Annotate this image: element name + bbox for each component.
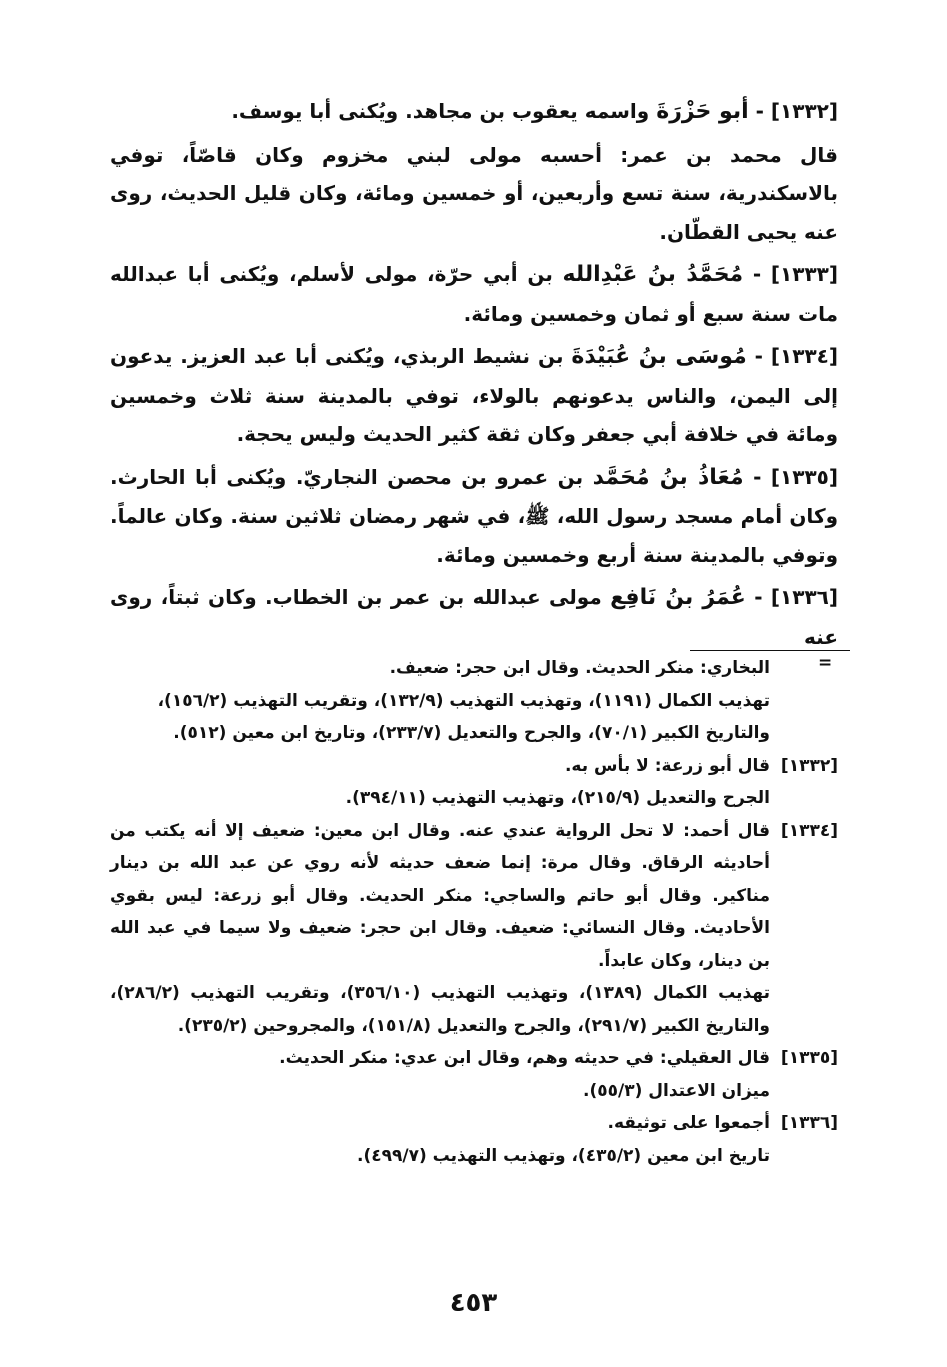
footnote-line: أجمعوا على توثيقه. xyxy=(607,1113,770,1133)
entry-number: [١٣٣٣] xyxy=(770,262,838,286)
entry-1333: [١٣٣٣] - مُحَمَّدُ بنُ عَبْدِالله بن أبي حرّة، مولى لأسلم، ويُكنى أبا عبدالله مات سنة سبع أو ثمان وخمسين ومائة. xyxy=(110,262,838,326)
footnotes xyxy=(110,652,838,1172)
footnote-divider xyxy=(690,650,850,651)
footnote-1332 xyxy=(110,750,838,815)
footnote-line: قال العقيلي: في حديثه وهم، وقال ابن عدي: منكر الحديث. xyxy=(279,1048,770,1068)
footnote-number: [١٣٣٦] xyxy=(780,1113,838,1133)
footnote-number: [١٣٣٢] xyxy=(780,755,838,776)
entry-text: بن نشيط الربذي، ويُكنى أبا عبد العزيز. يدعون إلى اليمن، والناس يدعونهم بالولاء، توفي بالمدينة سنة ثلاث وخمسين ومائة في خلافة أبي جعفر وكان ثقة كثير الحديث وليس يحجة. xyxy=(110,344,838,446)
footnote-1336 xyxy=(110,1107,838,1172)
footnote-body xyxy=(110,1042,770,1107)
entry-name: مُحَمَّدُ بنُ عَبْدِالله xyxy=(562,262,744,287)
footnote-body xyxy=(110,750,770,815)
entry-number: [١٣٣٢] xyxy=(770,99,838,123)
entry-number: [١٣٣٥] xyxy=(770,464,838,489)
footnote-1335 xyxy=(110,1042,838,1107)
entry-name: مُوسَى بنُ عُبَيْدَةَ xyxy=(571,344,747,369)
footnote-body xyxy=(110,815,770,1043)
page-number: ٤٥٣ xyxy=(449,1288,498,1318)
main-text xyxy=(110,92,838,660)
entry-name: مُعَاذُ بنُ مُحَمَّد xyxy=(592,464,744,490)
entry-name: أبو حَزْرَةَ xyxy=(656,99,749,124)
footnote-line: تهذيب الكمال (١٣٨٩)، وتهذيب التهذيب (٣٥٦/١٠)، وتقريب التهذيب (٢٨٦/٢)، والتاريخ الكبير (٢٩١/٧)، والجرح والتعديل (١٥١/٨)، والمجروحين (٢٣٥/٢). xyxy=(110,983,770,1036)
footnote-line: قال أبو زرعة: لا بأس به. xyxy=(564,755,770,776)
entry-text: مولى عبدالله بن عمر بن الخطاب. وكان ثبتاً، روى عنه xyxy=(110,585,838,649)
footnote-1334 xyxy=(110,815,838,1043)
footnote-number: [١٣٣٥] xyxy=(780,1048,838,1068)
entry-text: واسمه يعقوب بن مجاهد. ويُكنى أبا يوسف. xyxy=(231,99,650,123)
entry-1336: [١٣٣٦] - عُمَرُ بنُ نَافِع مولى عبدالله بن عمر بن الخطاب. وكان ثبتاً، روى عنه xyxy=(110,585,839,649)
footnote-continuation xyxy=(110,652,838,750)
entry-number: [١٣٣٦] xyxy=(770,585,839,609)
entry-name: عُمَرُ بنُ نَافِع xyxy=(610,585,746,610)
footnote-line: قال أحمد: لا تحل الرواية عندي عنه. وقال ابن معين: ضعيف إلا أنه يكتب من أحاديثه الرقاق. وقال مرة: إنما ضعف حديثه لأنه روي عن عبد الله بن دينار مناكير. وقال أبو حاتم والساجي: منكر الحديث. وقال أبو زرعة: ليس بقوي الأحاديث. وقال النسائي: ضعيف. وقال ابن حجر: ضعيف ولا سيما في عبد الله بن دينار، وكان عابداً. xyxy=(110,820,770,971)
footnote-body xyxy=(110,1107,770,1172)
continuation-mark: = xyxy=(818,653,833,673)
entry-1335: [١٣٣٥] - مُعَاذُ بنُ مُحَمَّد بن عمرو بن محصن النجاريّ. ويُكنى أبا الحارث. وكان أمام مسجد رسول الله، ﷺ، في شهر رمضان ثلاثين سنة. وكان عالماً. وتوفي بالمدينة سنة أربع وخمسين ومائة. xyxy=(110,464,838,567)
footnote-line: تهذيب الكمال (١١٩١)، وتهذيب التهذيب (١٣٢/٩)، وتقريب التهذيب (١٥٦/٢)، والتاريخ الكبير (٧٠/١)، والجرح والتعديل (٢٣٣/٧)، وتاريخ ابن معين (٥١٢). xyxy=(157,690,770,743)
footnote-line: البخاري: منكر الحديث. وقال ابن حجر: ضعيف. xyxy=(389,658,770,678)
entry-1334: [١٣٣٤] - مُوسَى بنُ عُبَيْدَةَ بن نشيط الربذي، ويُكنى أبا عبد العزيز. يدعون إلى اليمن، والناس يدعونهم بالولاء، توفي بالمدينة سنة ثلاث وخمسين ومائة في خلافة أبي جعفر وكان ثقة كثير الحديث وليس يحجة. xyxy=(110,344,838,446)
footnote-line: الجرح والتعديل (٢١٥/٩)، وتهذيب التهذيب (٣٩٤/١١). xyxy=(345,788,770,808)
entry-1332: [١٣٣٢] - أبو حَزْرَةَ واسمه يعقوب بن مجاهد. ويُكنى أبا يوسف. xyxy=(231,99,838,124)
footnote-line: تاريخ ابن معين (٤٣٥/٢)، وتهذيب التهذيب (٤٩٩/٧). xyxy=(357,1145,770,1166)
entry-text: بن أبي حرّة، مولى لأسلم، ويُكنى أبا عبدالله مات سنة سبع أو ثمان وخمسين ومائة. xyxy=(110,262,838,326)
entry-text: بن عمرو بن محصن النجاريّ. ويُكنى أبا الحارث. وكان أمام مسجد رسول الله، ﷺ، في شهر رمضان ثلاثين سنة. وكان عالماً. وتوفي بالمدينة سنة أربع وخمسين ومائة. xyxy=(110,464,838,567)
entry-1332-continuation: قال محمد بن عمر: أحسبه مولى لبني مخزوم وكان قاصّاً، توفي بالاسكندرية، سنة تسع وأربعين، أو خمسين ومائة، وكان قليل الحديث، روى عنه يحيى القطّان. xyxy=(110,142,838,244)
footnote-number: [١٣٣٤] xyxy=(780,820,838,841)
footnote-line: ميزان الاعتدال (٥٥/٣). xyxy=(583,1080,770,1101)
entry-number: [١٣٣٤] xyxy=(770,344,838,368)
